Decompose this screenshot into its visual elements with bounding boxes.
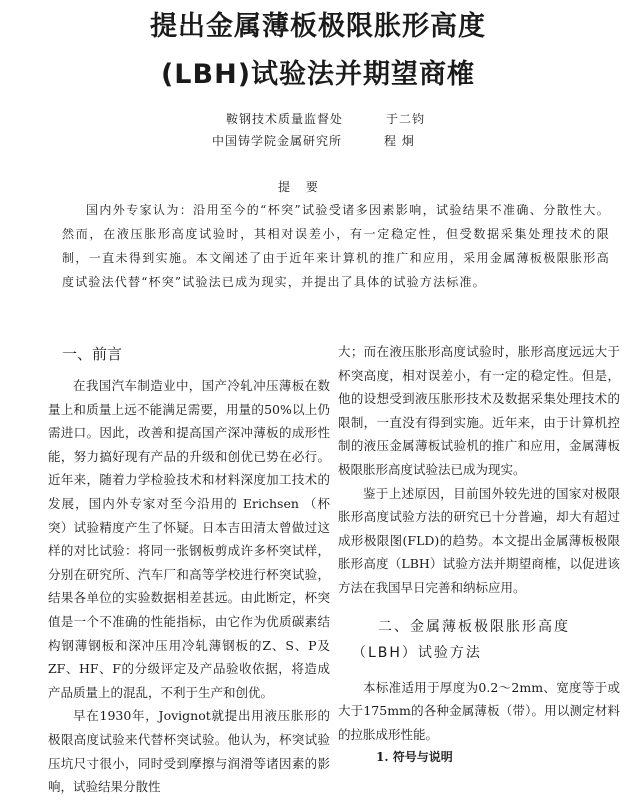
paper-title-line2: (LBH)试验法并期望商榷 [160, 59, 476, 90]
right-column [338, 340, 620, 768]
author-name: 程 炯 [384, 134, 415, 148]
body-paragraph: 早在1930年，Jovignot就提出用液压胀形的极限高度试验来代替杯突试验。他认为，杯突试验压坑尺寸很小，同时受到摩擦与润滑等诸因素的影响，试验结果分散性 [48, 708, 330, 795]
subsection-heading: 1. 符号与说明 [376, 750, 453, 765]
section-heading: 二、金属薄板极限胀形高度 [378, 618, 570, 635]
paper-title-line1: 提出金属薄板极限胀形高度 [150, 11, 486, 42]
body-paragraph: 本标准适用于厚度为0.2～2mm、宽度等于或大于175mm的各种金属薄板（带）。用以测定材料的拉胀成形性能。 [338, 679, 620, 742]
author-affiliation: 鞍钢技术质量监督处 [226, 112, 344, 126]
section-heading: 一、前言 [62, 345, 123, 363]
body-paragraph: 在我国汽车制造业中，国产冷轧冲压薄板在数量上和质量上远不能满足需要，用量的50%以上仍需进口。因此，改善和提高国产深冲薄板的成形性能，努力搞好现有产品的升级和创优已势在必行。近年来，随着力学检验技术和材料深度加工技术的发展，国内外专家对至今沿用的 Erichsen （杯突）试验精度产生了怀疑。日本吉田清太曾做过这样的对比试验：将同一张钢板剪成许多杯突试样，分别在研究所、汽车厂和高等学校进行杯突试验，结果各单位的实验数据相差甚远。由此断定，杯突值是一个不准确的性能指标，由它作为优质碳素结构钢薄钢板和深冲压用冷轧薄钢板的Z、S、P及ZF、HF、F的分级评定及产品验收依据，将造成产品质量上的混乱，不利于生产和创优。 [48, 378, 330, 700]
abstract-heading: 提 要 [278, 180, 324, 194]
author-name: 于二钧 [386, 112, 426, 126]
body-paragraph: 大；而在液压胀形高度试验时，胀形高度远远大于杯突高度，相对误差小，有一定的稳定性。但是，他的设想受到液压胀形技术及数据采集处理技术的限制，一直没有得到实施。近年来，由于计算机控制的液压金属薄板试验机的推广和应用，金属薄板极限胀形高度试验法已成为现实。 [338, 344, 620, 477]
abstract-body: 国内外专家认为：沿用至今的“杯突”试验受诸多因素影响，试验结果不准确、分散性大。然而，在液压胀形高度试验时，其相对误差小，有一定稳定性，但受数据采集处理技术的限制，一直未得到实施。本文阐述了由于近年来计算机的推广和应用，采用金属薄板极限胀形高度试验法代替“杯突”试验法已成为现实，并提出了具体的试验方法标准。 [62, 203, 610, 289]
body-paragraph: 鉴于上述原因，目前国外较先进的国家对极限胀形高度试验方法的研究已十分普遍，却大有超过成形极限图(FLD)的趋势。本文提出金属薄板极限胀形高度（LBH）试验方法并期望商榷，以促进该方法在我国早日完善和纳标应用。 [338, 485, 620, 595]
section-heading-continued: （LBH）试验方法 [352, 644, 482, 661]
author-affiliation: 中国铸学院金属研究所 [212, 134, 343, 148]
left-column [48, 340, 330, 799]
